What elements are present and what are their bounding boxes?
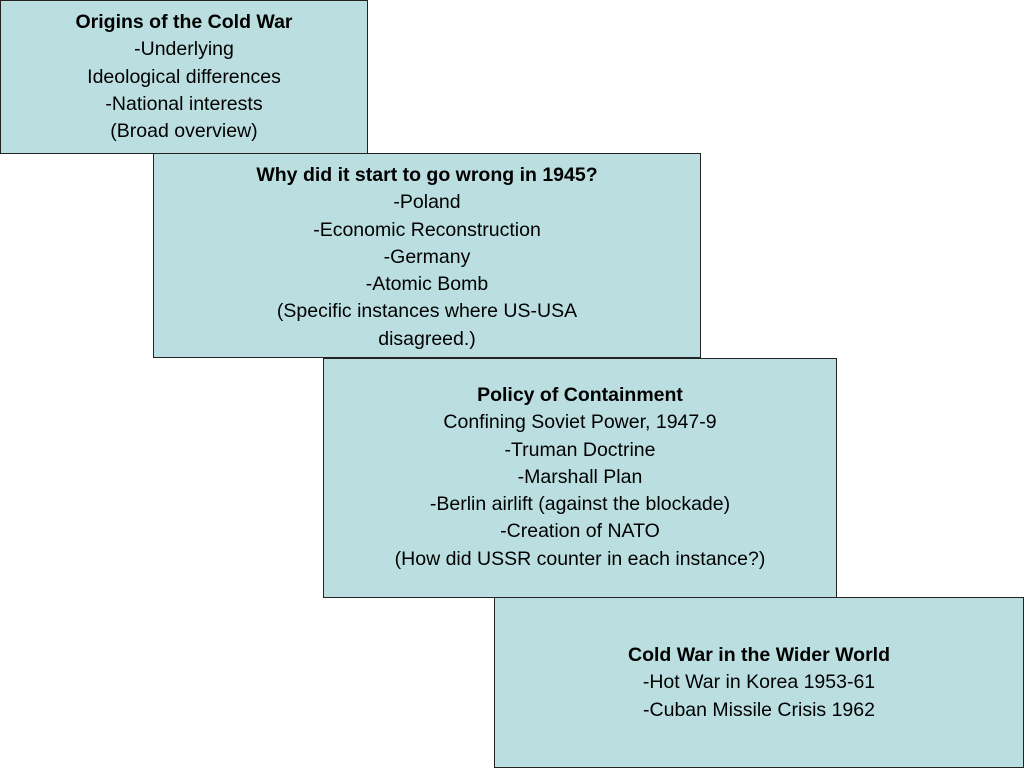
box-line: (How did USSR counter in each instance?) — [394, 547, 766, 570]
box-line: (Specific instances where US-USA — [276, 300, 578, 323]
box-title: Origins of the Cold War — [75, 11, 293, 33]
box-line: disagreed.) — [378, 327, 476, 350]
box-line: -Cuban Missile Crisis 1962 — [643, 698, 875, 721]
box-title: Why did it start to go wrong in 1945? — [256, 164, 598, 186]
box-line: -National interests — [105, 92, 263, 115]
box-line: Ideological differences — [87, 65, 281, 88]
box-title: Policy of Containment — [477, 384, 683, 406]
box-line: -Marshall Plan — [517, 465, 643, 488]
box-title: Cold War in the Wider World — [628, 644, 890, 666]
box-line: -Hot War in Korea 1953-61 — [642, 671, 876, 694]
box-line: -Poland — [393, 191, 461, 214]
box-why-1945 — [153, 153, 701, 358]
box-line: -Truman Doctrine — [504, 438, 656, 461]
box-line: -Economic Reconstruction — [313, 218, 541, 241]
box-line: -Creation of NATO — [500, 520, 660, 543]
box-policy-of-containment — [323, 358, 837, 598]
box-cold-war-wider-world — [494, 597, 1024, 768]
box-line: -Germany — [383, 245, 471, 268]
box-line: -Underlying — [134, 38, 234, 61]
box-line: -Atomic Bomb — [365, 273, 489, 296]
box-origins-of-cold-war — [0, 0, 368, 154]
box-line: (Broad overview) — [110, 120, 258, 143]
box-line: -Berlin airlift (against the blockade) — [429, 493, 731, 516]
box-line: Confining Soviet Power, 1947-9 — [443, 411, 717, 434]
